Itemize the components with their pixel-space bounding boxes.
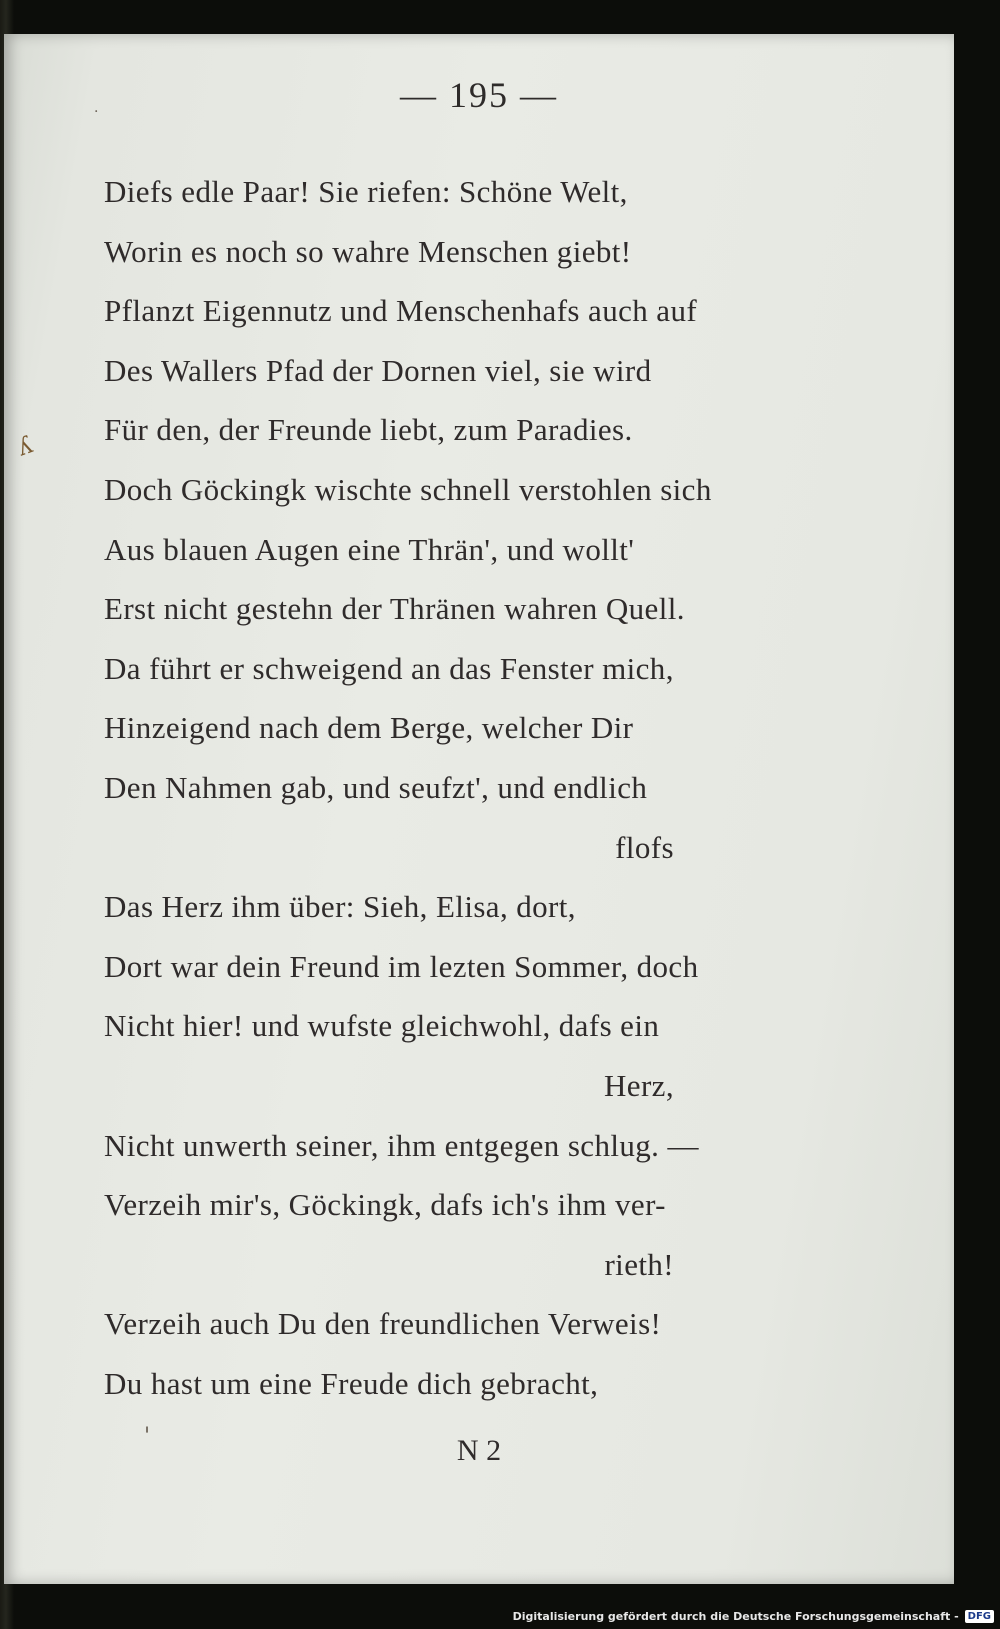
- text-line-continuation: flofs: [615, 829, 674, 865]
- paper-speck: ·: [94, 104, 99, 120]
- text-line: Verzeih mir's, Göckingk, dafs ich's ihm ver-: [104, 1187, 666, 1223]
- text-line: Diefs edle Paar! Sie riefen: Schöne Welt,: [104, 174, 628, 209]
- text-line: Hinzeigend nach dem Berge, welcher Dir: [104, 710, 634, 746]
- text-line: Da führt er schweigend an das Fenster mich,: [104, 650, 674, 686]
- text-line: Erst nicht gestehn der Thränen wahren Quell.: [104, 591, 685, 627]
- paper-speck: ': [144, 1424, 151, 1449]
- text-line: Das Herz ihm über: Sieh, Elisa, dort,: [104, 889, 576, 925]
- text-line: Aus blauen Augen eine Thrän', und wollt': [104, 531, 635, 567]
- text-line: Den Nahmen gab, und seufzt', und endlich: [104, 769, 648, 805]
- text-line: Verzeih auch Du den freundlichen Verweis!: [104, 1306, 662, 1342]
- margin-ink-mark: ʎ: [13, 430, 36, 462]
- book-page: [4, 34, 954, 1584]
- page-number: — 195 —: [400, 75, 558, 115]
- signature-mark: N 2: [456, 1434, 502, 1467]
- text-line: Doch Göckingk wischte schnell verstohlen sich: [104, 471, 712, 507]
- dfg-logo-icon: DFG: [965, 1610, 994, 1623]
- text-line: Des Wallers Pfad der Dornen viel, sie wird: [104, 352, 652, 388]
- text-line-continuation: Herz,: [604, 1067, 674, 1103]
- text-line: Pflanzt Eigennutz und Menschenhafs auch auf: [104, 293, 698, 329]
- text-line: Nicht hier! und wufste gleichwohl, dafs ein: [104, 1008, 660, 1044]
- text-line: Für den, der Freunde liebt, zum Paradies.: [104, 412, 633, 448]
- text-line: Nicht unwerth seiner, ihm entgegen schlug. —: [104, 1127, 699, 1163]
- text-line: Worin es noch so wahre Menschen giebt!: [104, 233, 632, 269]
- footer-credit: [513, 1605, 994, 1627]
- footer-text: Digitalisierung gefördert durch die Deutsche Forschungsgemeinschaft -: [512, 1609, 959, 1623]
- text-line-continuation: rieth!: [604, 1246, 674, 1282]
- text-line: Du hast um eine Freude dich gebracht,: [104, 1365, 599, 1401]
- poem-text: [104, 162, 844, 1413]
- text-line: Dort war dein Freund im lezten Sommer, doch: [104, 948, 699, 984]
